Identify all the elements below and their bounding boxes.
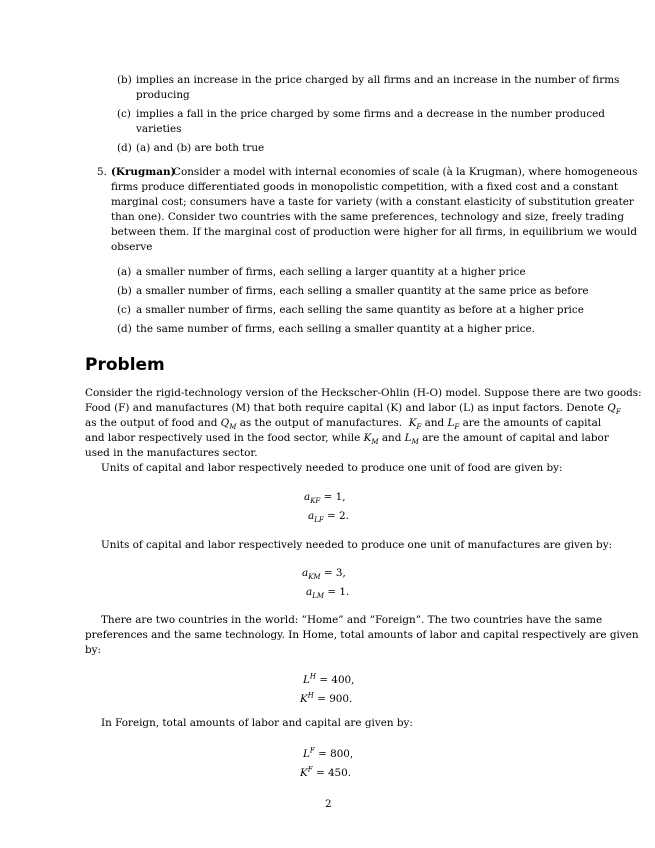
q5-option-d: the same number of firms, each selling a smaller quantity at a higher price. bbox=[136, 323, 535, 335]
q5-title: (Krugman) bbox=[111, 166, 176, 178]
q4-option-b-line2: producing bbox=[136, 89, 190, 101]
countries-line1: There are two countries in the world: ”Home” and ”Foreign”. The two countries have the same bbox=[101, 614, 603, 626]
q5-line5: between them. If the marginal cost of production were higher for all firms, in equilibrium we would bbox=[111, 226, 637, 238]
equation-k-home: $K^H = 900$. bbox=[300, 691, 353, 705]
q4-option-d-line1: (a) and (b) are both true bbox=[136, 142, 265, 154]
q5-line4: than one). Consider two countries with the same preferences, technology and size, freely trading bbox=[111, 211, 624, 223]
equation-a-km: $a_{KM} = 3$, bbox=[302, 567, 346, 582]
equation-a-lm: $a_{LM} = 1$. bbox=[306, 586, 350, 601]
q5-line3: marginal cost; consumers have a taste for variety (with a constant elasticity of substitution greater bbox=[111, 196, 634, 208]
q4-option-c-line1: implies a fall in the price charged by some firms and a decrease in the number produced bbox=[136, 108, 605, 120]
q4-option-b-line1: implies an increase in the price charged by all firms and an increase in the number of firms bbox=[136, 74, 620, 86]
q5-number: 5. bbox=[97, 166, 107, 178]
equation-k-foreign: $K^F = 450$. bbox=[300, 765, 352, 779]
q4-option-label: (c) bbox=[117, 108, 131, 120]
q5-option-a: a smaller number of firms, each selling a larger quantity at a higher price bbox=[136, 266, 526, 278]
problem-para1-line5: used in the manufactures sector. bbox=[85, 447, 258, 459]
q5-option-c: a smaller number of firms, each selling the same quantity as before at a higher price bbox=[136, 304, 584, 316]
equation-a-kf: $a_{KF} = 1$, bbox=[304, 491, 346, 506]
equation-l-home: $L^H = 400$, bbox=[303, 672, 355, 686]
problem-para1-line2: Food (F) and manufactures (M) that both require capital (K) and labor (L) as input factors. Denote $Q_F$ bbox=[85, 402, 621, 417]
q4-option-label: (b) bbox=[117, 74, 132, 86]
equation-l-foreign: $L^F = 800$, bbox=[303, 746, 354, 760]
countries-line2: preferences and the same technology. In Home, total amounts of labor and capital respectively are given bbox=[85, 629, 639, 641]
q5-option-label: (a) bbox=[117, 266, 132, 278]
q5-line6: observe bbox=[111, 241, 153, 253]
problem-para1-line3: as the output of food and $Q_M$ as the output of manufactures. $K_F$ and $L_F$ are the amounts of capital bbox=[85, 417, 602, 432]
q4-option-label: (d) bbox=[117, 142, 132, 154]
foreign-intro: In Foreign, total amounts of labor and capital are given by: bbox=[101, 717, 413, 729]
q5-option-b: a smaller number of firms, each selling a smaller quantity at the same price as before bbox=[136, 285, 589, 297]
problem-para1-line4: and labor respectively used in the food sector, while $K_M$ and $L_M$ are the amount of capital and labor bbox=[85, 432, 609, 447]
countries-line3: by: bbox=[85, 644, 102, 656]
food-intro: Units of capital and labor respectively needed to produce one unit of food are given by: bbox=[101, 462, 563, 474]
page-number: 2 bbox=[325, 798, 332, 810]
q4-option-c-line2: varieties bbox=[136, 123, 182, 135]
equation-a-lf: $a_{LF} = 2$. bbox=[308, 510, 349, 525]
manuf-intro: Units of capital and labor respectively needed to produce one unit of manufactures are given by: bbox=[101, 539, 613, 551]
problem-heading: Problem bbox=[85, 355, 165, 375]
q5-line2: firms produce differentiated goods in monopolistic competition, with a fixed cost and a constant bbox=[111, 181, 619, 193]
problem-para1-line1: Consider the rigid-technology version of the Heckscher-Ohlin (H-O) model. Suppose there are two goods: bbox=[85, 387, 642, 399]
q5-option-label: (b) bbox=[117, 285, 132, 297]
q5-option-label: (c) bbox=[117, 304, 131, 316]
q5-line1: Consider a model with internal economies of scale (à la Krugman), where homogeneous bbox=[173, 166, 638, 178]
q5-option-label: (d) bbox=[117, 323, 132, 335]
